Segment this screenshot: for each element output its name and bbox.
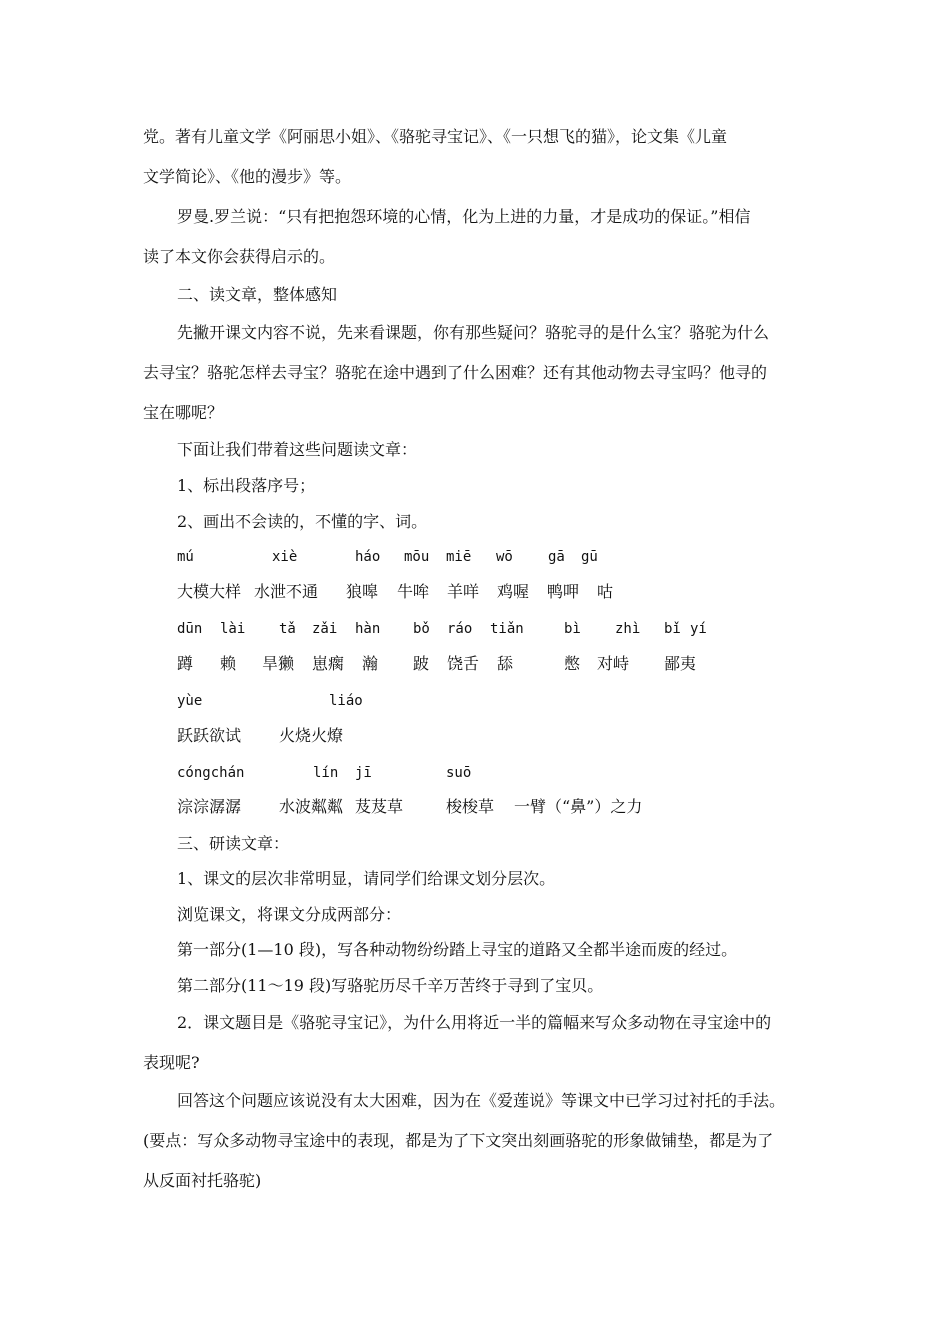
question-line-2: 去寻宝？骆驼怎样去寻宝？骆驼在途中遇到了什么困难？还有其他动物去寻宝吗？他寻的: [143, 363, 768, 382]
vocab-word: 瀚: [362, 654, 379, 673]
pinyin: mōu: [404, 549, 430, 565]
intro-line-2: 文学简论》、《他的漫步》等。: [143, 167, 352, 186]
quote-line-2: 读了本文你会获得启示的。: [143, 247, 336, 266]
vocab-word: 梭梭草: [446, 797, 495, 816]
answer-line-3: 从反面衬托骆驼): [143, 1171, 262, 1190]
pinyin: xiè: [272, 549, 298, 565]
vocab-word: 咕: [597, 582, 614, 601]
pinyin: suō: [446, 765, 472, 781]
pinyin: yí: [690, 621, 707, 637]
question-2-line-1: 2．课文题目是《骆驼寻宝记》，为什么用将近一半的篇幅来写众多动物在寻宝途中的: [177, 1013, 772, 1032]
vocab-word: 一臂（“鼻”）之力: [514, 797, 643, 816]
vocab-word: 水泄不通: [254, 582, 319, 601]
vocab-word: 鸡喔: [497, 582, 530, 601]
pinyin: háo: [355, 549, 381, 565]
pinyin: liáo: [329, 693, 363, 709]
pinyin: gū: [581, 549, 598, 565]
question-line-3: 宝在哪呢？: [143, 403, 224, 422]
vocab-word: 鸭呷: [547, 582, 580, 601]
pinyin: gā: [548, 549, 565, 565]
part-2: 第二部分(11～19 段)写骆驼历尽千辛万苦终于寻到了宝贝。: [177, 976, 604, 995]
vocab-word: 狼嗥: [346, 582, 379, 601]
vocab-word: 饶舌: [447, 654, 480, 673]
pinyin: tǎ: [279, 621, 296, 637]
pinyin: lài: [220, 621, 246, 637]
pinyin: bǐ: [664, 621, 681, 637]
pinyin: bì: [564, 621, 581, 637]
part-1: 第一部分(1—10 段)，写各种动物纷纷踏上寻宝的道路又全都半途而废的经过。: [177, 940, 738, 959]
question-2-line-2: 表现呢?: [143, 1053, 200, 1072]
pinyin: cóngchán: [177, 765, 245, 781]
pinyin: miē: [446, 549, 472, 565]
vocab-word: 火烧火燎: [279, 726, 344, 745]
vocab-word: 舔: [497, 654, 514, 673]
read-intro: 下面让我们带着这些问题读文章：: [177, 440, 418, 459]
vocab-word: 跛: [413, 654, 430, 673]
browse-instruction: 浏览课文，将课文分成两部分：: [177, 905, 402, 924]
section-3-item-1: 1、课文的层次非常明显，请同学们给课文划分层次。: [177, 869, 556, 888]
pinyin: yùe: [177, 693, 203, 709]
pinyin: jī: [355, 765, 372, 781]
vocab-word: 鄙夷: [664, 654, 697, 673]
intro-line-1: 党。著有儿童文学《阿丽思小姐》、《骆驼寻宝记》、《一只想飞的猫》，论文集《儿童: [143, 127, 728, 146]
answer-line-2: (要点：写众多动物寻宝途中的表现，都是为了下文突出刻画骆驼的形象做铺垫，都是为了: [143, 1131, 774, 1150]
vocab-word: 崽瘸: [312, 654, 345, 673]
vocab-word: 憋: [564, 654, 581, 673]
vocab-word: 对峙: [597, 654, 630, 673]
section-3-heading: 三、研读文章：: [177, 834, 290, 853]
question-line-1: 先撇开课文内容不说，先来看课题，你有那些疑问？骆驼寻的是什么宝？骆驼为什么: [177, 323, 770, 342]
pinyin: lín: [313, 765, 339, 781]
vocab-word: 牛哞: [397, 582, 430, 601]
vocab-word: 大模大样: [177, 582, 242, 601]
pinyin: zhì: [615, 621, 641, 637]
pinyin: wō: [496, 549, 513, 565]
pinyin: hàn: [355, 621, 381, 637]
vocab-word: 旱獭: [262, 654, 295, 673]
task-2: 2、画出不会读的，不懂的字、词。: [177, 512, 428, 531]
task-1: 1、标出段落序号；: [177, 476, 316, 495]
quote-line-1: 罗曼.罗兰说：“只有把抱怨环境的心情，化为上进的力量，才是成功的保证。”相信: [177, 207, 751, 226]
pinyin: dūn: [177, 621, 203, 637]
answer-line-1: 回答这个问题应该说没有太大困难，因为在《爱莲说》等课文中已学习过衬托的手法。: [177, 1091, 786, 1110]
vocab-word: 淙淙潺潺: [177, 797, 242, 816]
vocab-word: 蹲: [177, 654, 194, 673]
vocab-word: 羊咩: [447, 582, 480, 601]
vocab-word: 赖: [220, 654, 237, 673]
pinyin: bǒ: [413, 621, 430, 637]
vocab-word: 芨芨草: [355, 797, 404, 816]
vocab-word: 水波粼粼: [279, 797, 344, 816]
section-2-heading: 二、读文章，整体感知: [177, 285, 338, 304]
pinyin: mú: [177, 549, 194, 565]
pinyin: tiǎn: [490, 621, 524, 637]
pinyin: zǎi: [312, 621, 338, 637]
vocab-word: 跃跃欲试: [177, 726, 242, 745]
pinyin: ráo: [447, 621, 473, 637]
